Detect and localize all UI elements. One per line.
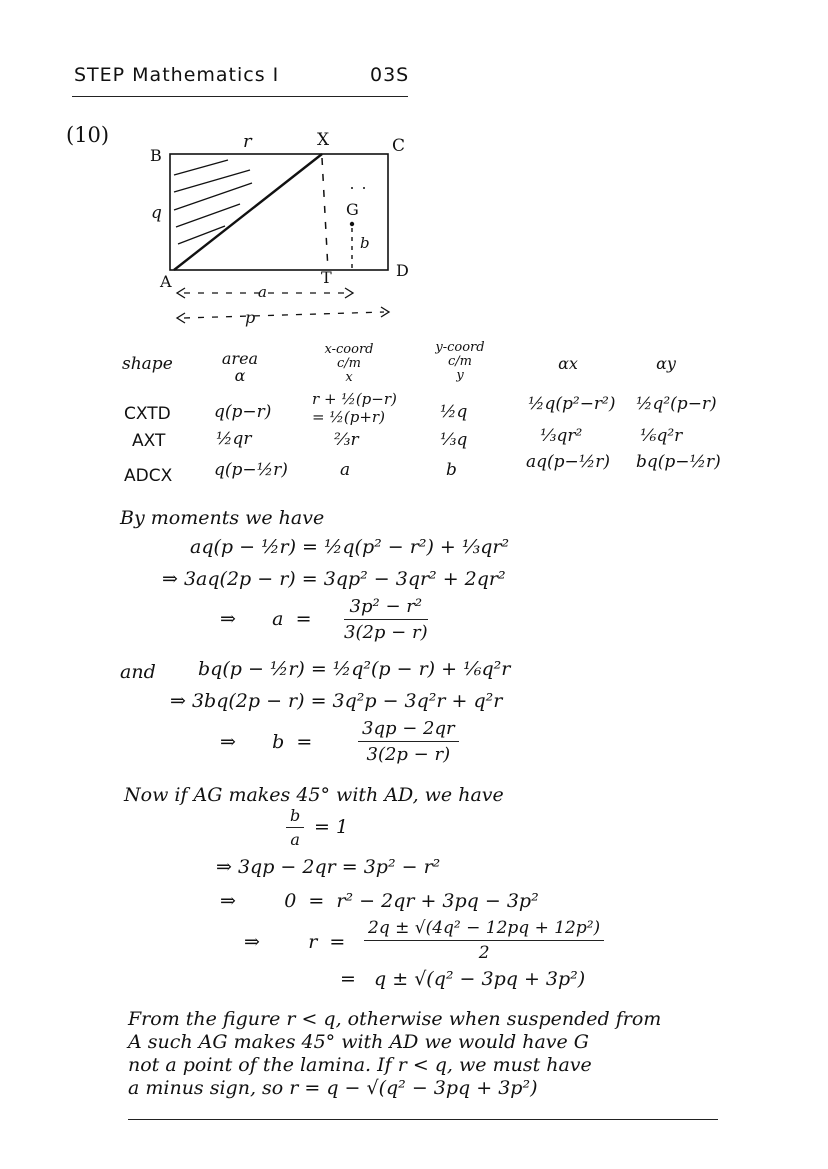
table-row-axt-x: ⅔r <box>334 430 359 450</box>
table-header-ycoord: y-coord c/m y <box>435 340 485 383</box>
fraction-b-over-a <box>286 806 304 849</box>
centre-of-mass-point <box>350 222 354 226</box>
table-row-cxtd-area: q(p−r) <box>214 402 272 422</box>
result-eq-4: = q ± √(q² − 3pq + 3p²) <box>340 968 586 990</box>
line-ax <box>174 154 322 270</box>
label-c: C <box>392 136 406 156</box>
table-header-xcoord: x-coord c/m x <box>324 342 374 385</box>
label-b-height: b <box>360 234 370 252</box>
moment-eq-5: ⇒ 3bq(2p − r) = 3q²p − 3q²r + q²r <box>170 690 503 712</box>
lamina-figure <box>0 0 828 340</box>
fraction-r <box>364 918 604 963</box>
table-row-adcx-area: q(p−½r) <box>214 460 288 480</box>
fraction-a-denominator: 3(2p − r) <box>344 622 428 643</box>
label-q: q <box>151 203 162 223</box>
label-a: A <box>160 272 172 291</box>
moment-eq-2: ⇒ 3aq(2p − r) = 3qp² − 3qr² + 2qr² <box>162 568 506 590</box>
fraction-r-numerator: 2q ± √(4q² − 12pq + 12p²) <box>364 918 604 941</box>
moment-eq-1: aq(p − ½r) = ½q(p² − r²) + ⅓qr² <box>190 536 510 558</box>
header-title: STEP Mathematics I <box>74 64 280 86</box>
fraction-a-numerator: 3p² − r² <box>344 596 428 620</box>
table-header-shape: shape <box>122 354 173 374</box>
label-t: T <box>321 268 332 287</box>
table-row-cxtd-y: ½q <box>440 402 468 422</box>
table-header-alpha-x: αx <box>558 354 578 373</box>
label-g: G <box>346 200 359 219</box>
conclusion-line-2: A such AG makes 45° with AD we would have G <box>128 1031 589 1053</box>
table-row-axt-shape: AXT <box>132 431 166 451</box>
ratio-denominator: a <box>290 830 300 849</box>
table-header-alpha-y: αy <box>656 354 676 373</box>
table-row-adcx-x: a <box>340 460 351 480</box>
fraction-b-numerator: 3qp − 2qr <box>358 718 459 742</box>
table-row-cxtd-x: r + ½(p−r) = ½(p+r) <box>312 390 397 426</box>
conclusion-line-1: From the figure r < q, otherwise when suspended from <box>128 1008 662 1030</box>
header-year: 03S <box>370 64 410 86</box>
result-eq-3-lhs: ⇒ r = <box>244 931 346 953</box>
table-row-adcx-alpha-y: bq(p−½r) <box>636 452 721 472</box>
and-label: and <box>120 661 156 683</box>
table-row-cxtd-alpha-x: ½q(p²−r²) <box>528 394 616 414</box>
conclusion-line-3: not a point of the lamina. If r < q, we must have <box>128 1054 592 1076</box>
ratio-numerator: b <box>286 806 304 828</box>
label-r: r <box>243 131 252 152</box>
result-eq-1: ⇒ 3qp − 2qr = 3p² − r² <box>216 856 441 878</box>
label-p-letter: p <box>245 308 256 327</box>
ratio-rhs: = 1 <box>314 816 349 838</box>
now-if-heading: Now if AG makes 45° with AD, we have <box>124 784 504 806</box>
table-row-adcx-alpha-x: aq(p−½r) <box>526 452 611 472</box>
table-header-area: area α <box>221 349 259 385</box>
fraction-r-denominator: 2 <box>478 943 490 963</box>
label-b: B <box>150 146 162 165</box>
footer-rule <box>128 1119 718 1120</box>
moment-eq-4: bq(p − ½r) = ½q²(p − r) + ⅙q²r <box>198 658 511 680</box>
by-moments-heading: By moments we have <box>120 507 325 529</box>
table-row-axt-alpha-y: ⅙q²r <box>640 426 683 446</box>
table-row-axt-area: ½qr <box>216 429 252 449</box>
fraction-a <box>344 596 428 643</box>
result-eq-2: ⇒ 0 = r² − 2qr + 3pq − 3p² <box>220 890 539 912</box>
label-d: D <box>396 261 409 280</box>
table-row-adcx-y: b <box>446 460 457 480</box>
conclusion-line-4: a minus sign, so r = q − √(q² − 3pq + 3p²) <box>128 1077 538 1099</box>
fraction-b <box>358 718 459 765</box>
label-x: X <box>317 130 330 150</box>
table-row-cxtd-alpha-y: ½q²(p−r) <box>636 394 717 414</box>
fraction-b-denominator: 3(2p − r) <box>366 744 451 765</box>
question-number: (10) <box>66 123 110 147</box>
line-xt <box>322 158 328 270</box>
table-row-axt-y: ⅓q <box>440 430 468 450</box>
table-row-axt-alpha-x: ⅓qr² <box>540 426 583 446</box>
moment-eq-3-lhs: ⇒ a = <box>220 608 312 630</box>
table-row-cxtd-shape: CXTD <box>124 404 171 424</box>
moment-eq-6-lhs: ⇒ b = <box>220 731 313 753</box>
shading-hatch <box>174 160 252 244</box>
table-row-adcx-shape: ADCX <box>124 466 173 486</box>
label-a-letter: a <box>258 283 267 301</box>
